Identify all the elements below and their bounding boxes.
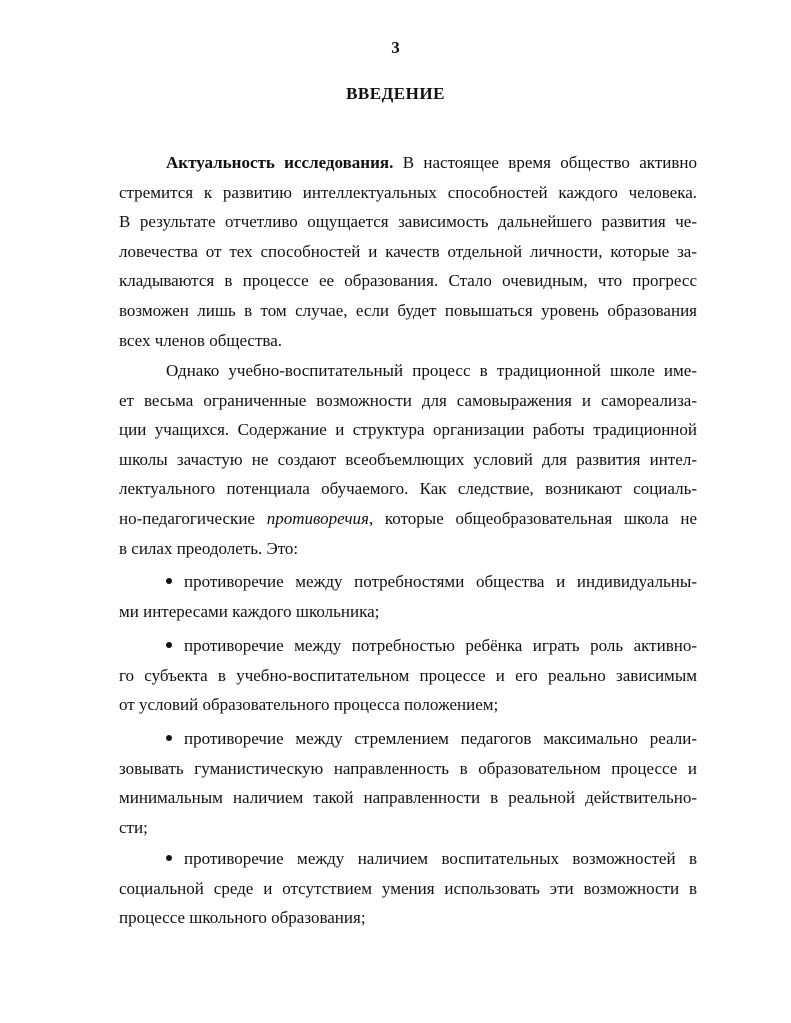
text-line: ет весьма ограниченные возможности для самовыражения и самореализа- (119, 390, 697, 410)
bullet-item (119, 567, 697, 626)
paragraph-relevance (119, 148, 697, 355)
paragraph-contradictions (119, 356, 697, 563)
bullet-icon (166, 735, 172, 741)
text-span: но-педагогические (119, 508, 255, 528)
bullet-item (119, 724, 697, 842)
bullet-item (119, 844, 697, 933)
text-line: го субъекта в учебно-воспитательном процессе и его реально зависимым (119, 665, 697, 685)
page-number: 3 (391, 38, 400, 57)
text-line: ции учащихся. Содержание и структура организации работы традиционной (119, 420, 697, 440)
text-span: противоречие между потребностями общества и индивидуальны- (184, 572, 697, 591)
text-line: В результате отчетливо ощущается зависимость дальнейшего развития че- (119, 212, 697, 232)
text-line (119, 631, 697, 661)
text-line (119, 567, 697, 597)
text-line: от условий образовательного процесса положением; (119, 695, 499, 715)
text-line: ловечества от тех способностей и качеств отдельной личности, которые за- (119, 241, 697, 261)
text-span: В настоящее время общество активно (402, 153, 697, 172)
bullet-icon (166, 855, 172, 861)
text-span: , которые общеобразовательная школа не (368, 508, 697, 528)
bullet-icon (166, 642, 172, 648)
text-line (119, 724, 697, 754)
bold-lead: Актуальность исследования. (166, 153, 394, 172)
text-line: кладываются в процессе ее образования. Стало очевидным, что прогресс (119, 271, 697, 291)
text-line: сти; (119, 817, 148, 837)
text-line (119, 148, 697, 178)
text-line: Однако учебно-воспитательный процесс в традиционной школе име- (166, 361, 697, 380)
text-line: минимальным наличием такой направленности в реальной действительно- (119, 788, 697, 808)
text-line: лектуального потенциала обучаемого. Как следствие, возникают социаль- (119, 479, 697, 499)
text-line: всех членов общества. (119, 330, 282, 350)
text-line: социальной среде и отсутствием умения использовать эти возможности в (119, 878, 697, 898)
text-line: школы зачастую не создают всеобъемлющих условий для развития интел- (119, 449, 697, 469)
text-span: противоречие между стремлением педагогов максимально реали- (184, 729, 697, 748)
text-line (119, 504, 697, 534)
text-span: противоречие между наличием воспитательных возможностей в (184, 849, 697, 868)
text-line: зовывать гуманистическую направленность в образовательном процессе и (119, 758, 697, 778)
text-line: ми интересами каждого школьника; (119, 601, 380, 621)
bullet-icon (166, 578, 172, 584)
text-line: в силах преодолеть. Это: (119, 538, 299, 558)
text-line (119, 844, 697, 874)
bullet-item (119, 631, 697, 720)
italic-term: противоречия (266, 508, 369, 528)
text-line: возможен лишь в том случае, если будет повышаться уровень образования (119, 300, 697, 320)
text-line: процессе школьного образования; (119, 908, 366, 928)
page-title: ВВЕДЕНИЕ (346, 84, 445, 103)
text-span: противоречие между потребностью ребёнка играть роль активно- (184, 636, 697, 655)
text-line: стремится к развитию интеллектуальных способностей каждого человека. (119, 182, 697, 202)
